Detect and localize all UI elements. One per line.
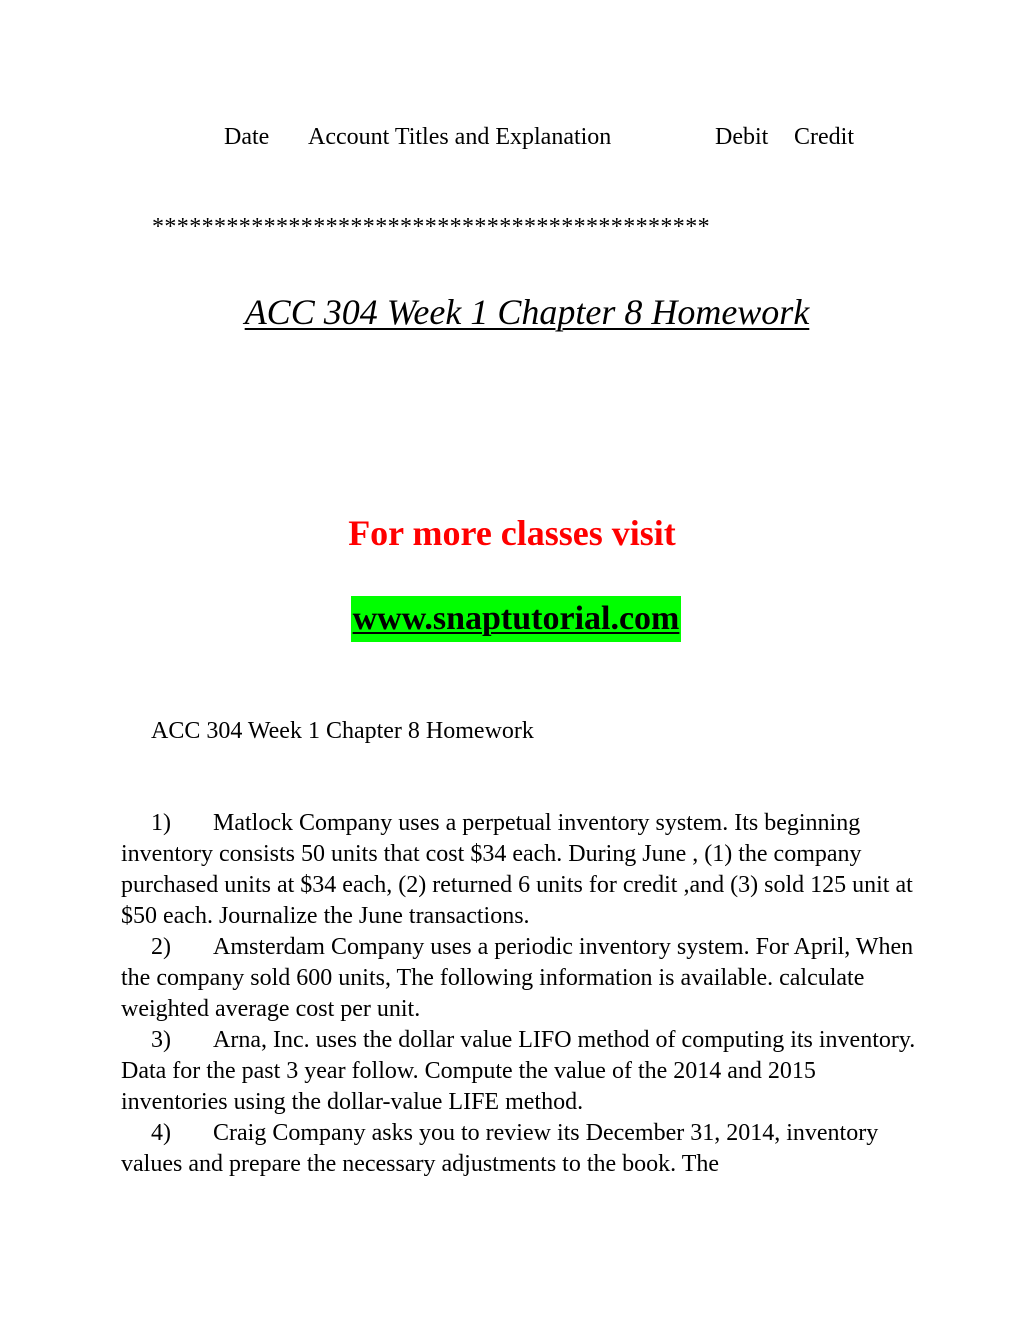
question-item	[121, 1118, 921, 1180]
question-text: Arna, Inc. uses the dollar value LIFO method of computing its inventory. Data for the past 3 year follow. Compute the value of the 2014 and 2015 inventories using the dollar-value LIFE method.	[121, 1027, 916, 1115]
question-number: 1)	[151, 810, 171, 836]
question-text: Matlock Company uses a perpetual inventory system. Its beginning inventory consists 50 units that cost $34 each. During June , (1) the company purchased units at $34 each, (2) returned 6 units for credit ,and (3) sold 125 unit at $50 each. Journalize the June transactions.	[121, 810, 913, 929]
column-header-date: Date	[224, 124, 270, 150]
asterisk-separator: *********************************************	[152, 214, 710, 240]
document-title: ACC 304 Week 1 Chapter 8 Homework	[244, 292, 810, 332]
question-list	[121, 808, 921, 1180]
column-header-account-titles: Account Titles and Explanation	[308, 124, 612, 150]
column-header-debit: Debit	[715, 124, 769, 150]
section-heading: ACC 304 Week 1 Chapter 8 Homework	[151, 718, 534, 744]
promo-link-wrapper	[0, 578, 1024, 642]
question-item	[121, 932, 921, 1025]
question-number: 3)	[151, 1027, 171, 1053]
promo-text: For more classes visit	[348, 513, 676, 553]
column-header-credit: Credit	[794, 124, 854, 150]
question-number: 2)	[151, 934, 171, 960]
question-text: Amsterdam Company uses a periodic inventory system. For April, When the company sold 600 units, The following information is available. calculate weighted average cost per unit.	[121, 934, 914, 1022]
question-item	[121, 808, 921, 932]
question-item	[121, 1025, 921, 1118]
question-text: Craig Company asks you to review its December 31, 2014, inventory values and prepare the necessary adjustments to the book. The	[121, 1120, 879, 1177]
promo-link[interactable]: www.snaptutorial.com	[351, 596, 682, 642]
question-number: 4)	[151, 1120, 171, 1146]
